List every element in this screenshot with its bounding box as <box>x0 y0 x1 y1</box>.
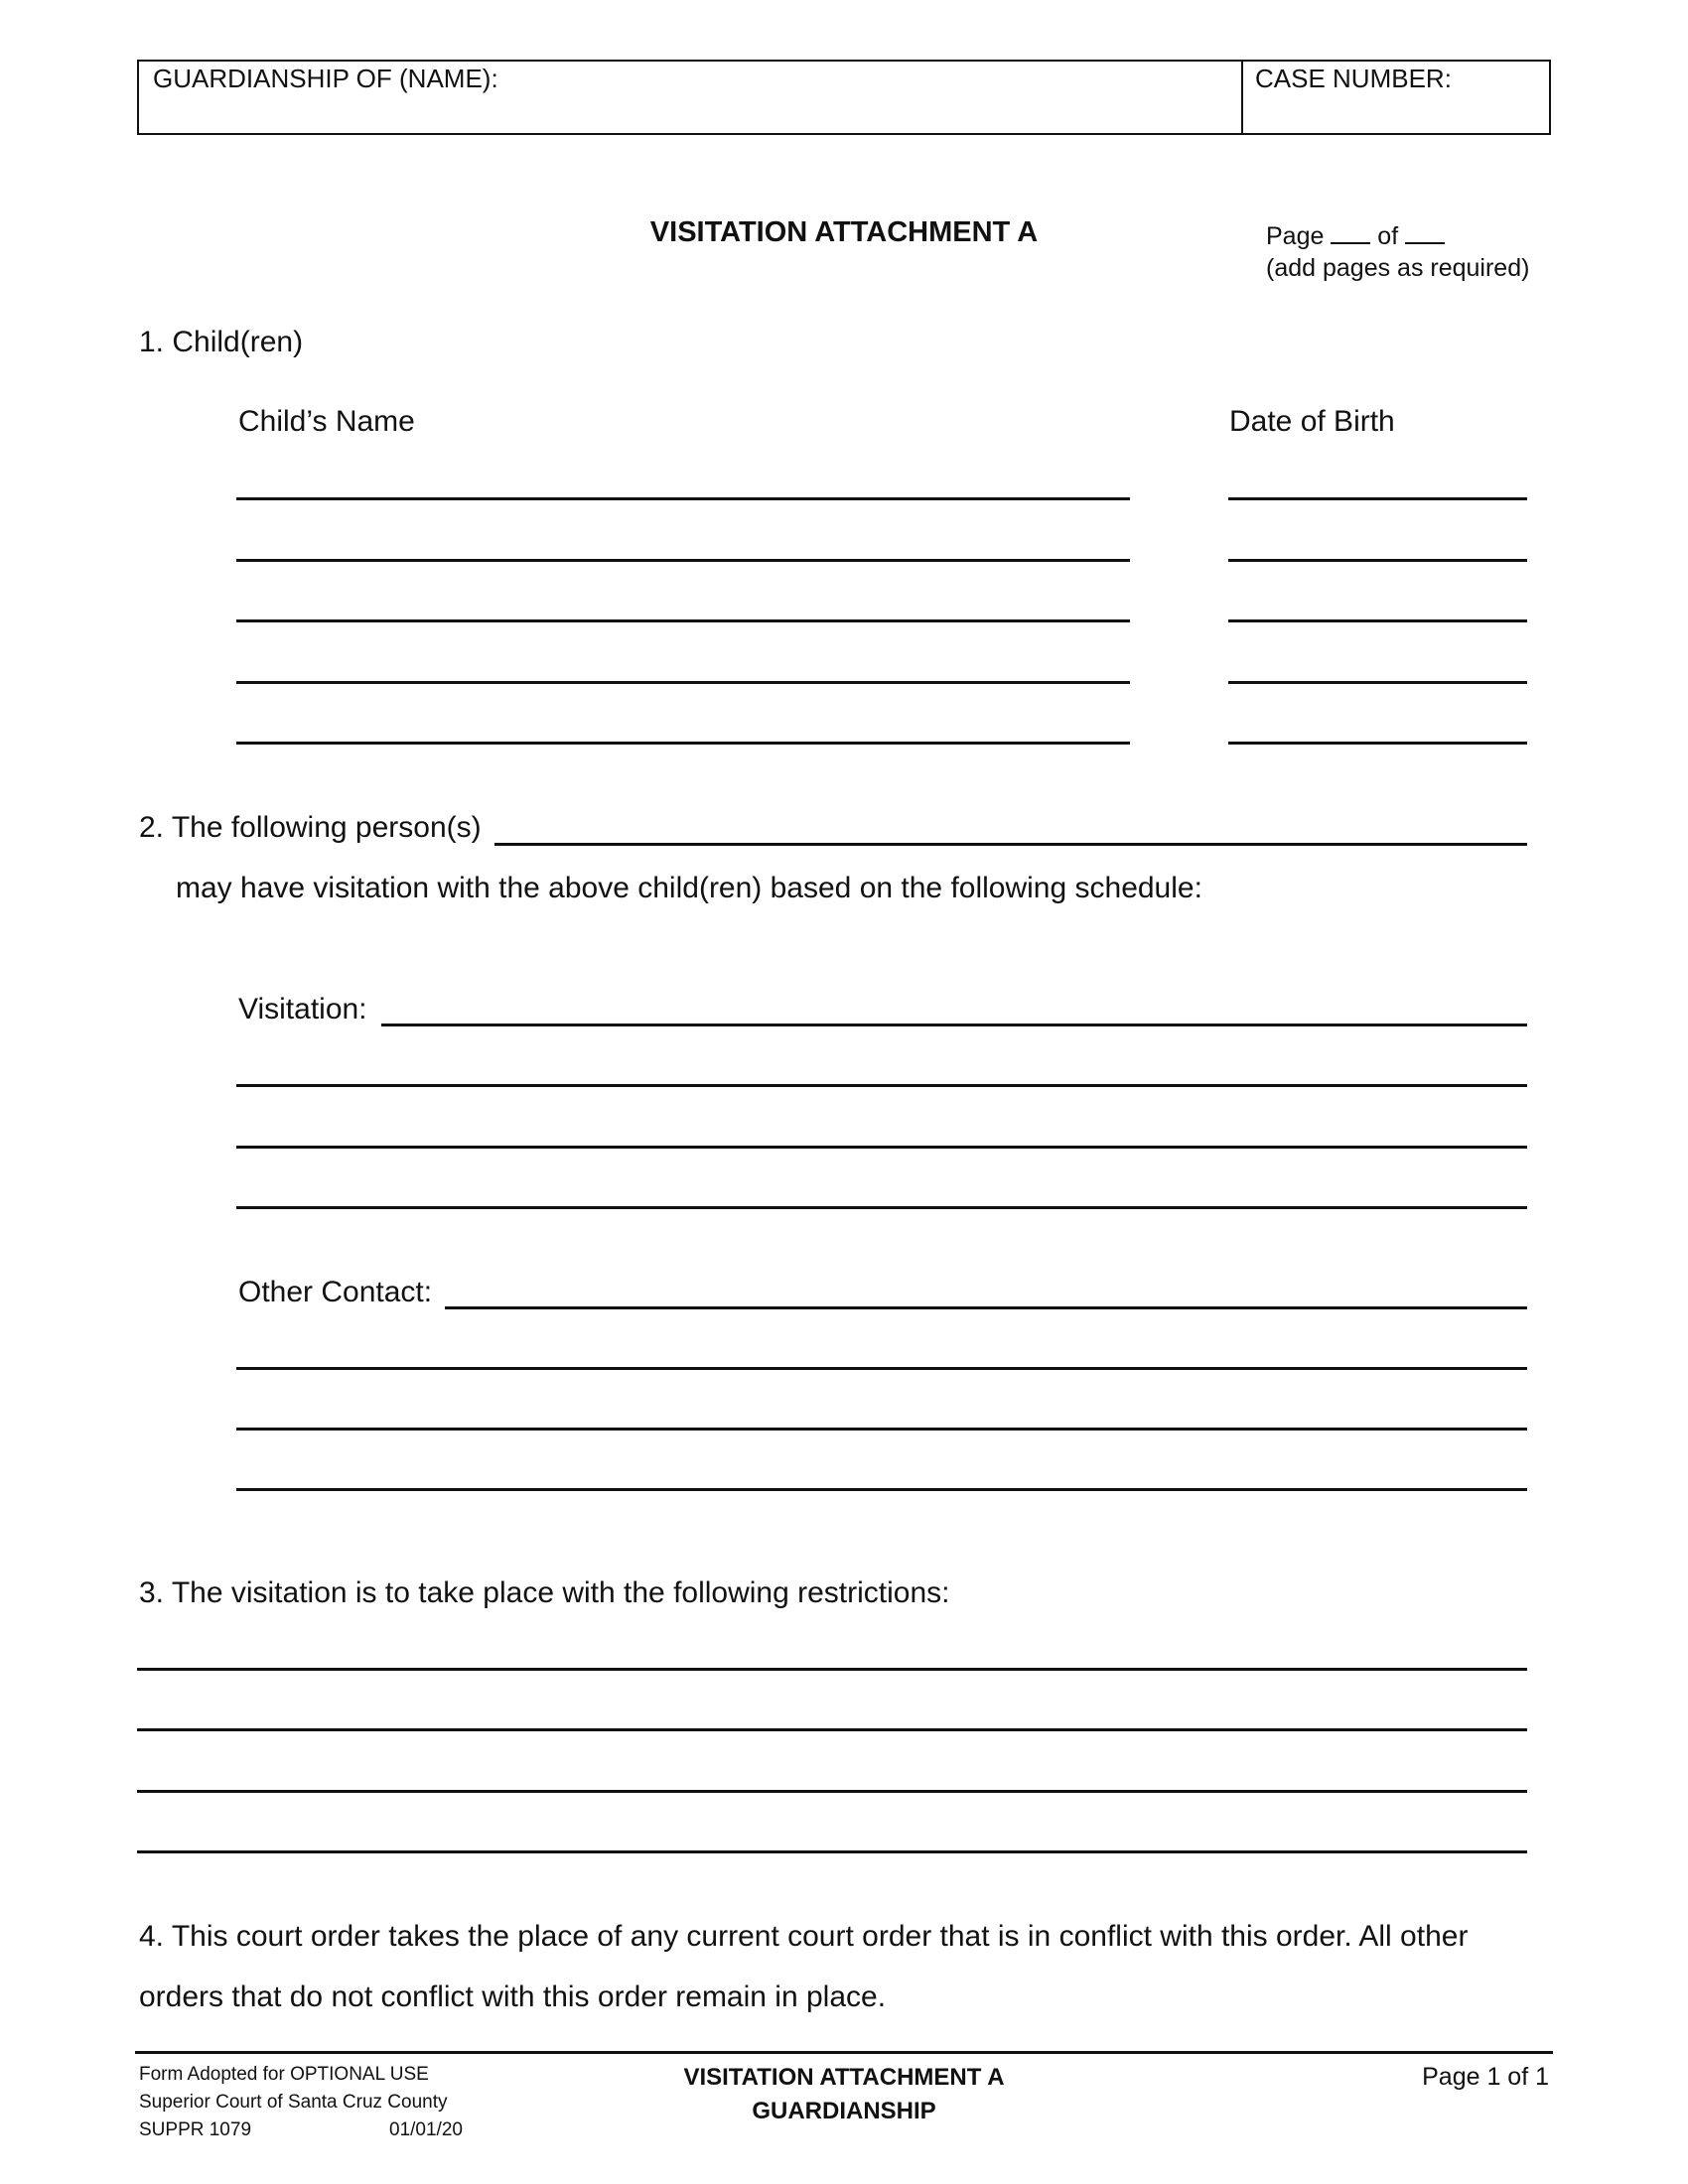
form-title: VISITATION ATTACHMENT A <box>649 216 1039 248</box>
other-contact-line-4[interactable] <box>236 1488 1527 1491</box>
child-name-line-1[interactable] <box>236 497 1130 500</box>
page-total-blank[interactable] <box>1405 220 1445 244</box>
visitation-line-3[interactable] <box>236 1146 1527 1149</box>
footer-title-line1: VISITATION ATTACHMENT A <box>683 2064 1005 2091</box>
section4-line1: 4. This court order takes the place of any current court order that is in conflict with this order. All other <box>139 1920 1469 1953</box>
page-indicator <box>1266 220 1445 251</box>
restrictions-line-4[interactable] <box>137 1850 1527 1853</box>
restrictions-line-3[interactable] <box>137 1790 1527 1793</box>
persons-line[interactable] <box>494 843 1527 846</box>
page-note: (add pages as required) <box>1266 254 1530 282</box>
footer-rule <box>135 2051 1553 2054</box>
child-name-line-2[interactable] <box>236 559 1130 562</box>
other-contact-line-2[interactable] <box>236 1367 1527 1370</box>
section2-line2: may have visitation with the above child(ren) based on the following schedule: <box>176 872 1202 904</box>
of-label: of <box>1377 222 1399 250</box>
child-name-line-5[interactable] <box>236 742 1130 745</box>
dob-line-3[interactable] <box>1228 619 1527 622</box>
caption-divider <box>1241 60 1243 135</box>
footer-date: 01/01/20 <box>389 2119 463 2140</box>
child-name-line-4[interactable] <box>236 681 1130 684</box>
dob-line-5[interactable] <box>1228 742 1527 745</box>
section3-heading: 3. The visitation is to take place with the following restrictions: <box>139 1576 950 1609</box>
visitation-line-1[interactable] <box>381 1024 1527 1026</box>
page-number-blank[interactable] <box>1331 220 1370 244</box>
child-name-line-3[interactable] <box>236 619 1130 622</box>
guardianship-name-label: GUARDIANSHIP OF (NAME): <box>153 64 498 93</box>
restrictions-line-2[interactable] <box>137 1728 1527 1731</box>
section4-line2: orders that do not conflict with this order remain in place. <box>139 1980 887 2013</box>
dob-line-2[interactable] <box>1228 559 1527 562</box>
footer-adopted: Form Adopted for OPTIONAL USE <box>139 2064 429 2085</box>
footer-court: Superior Court of Santa Cruz County <box>139 2092 448 2113</box>
case-number-label: CASE NUMBER: <box>1255 64 1452 93</box>
section2-line1: 2. The following person(s) <box>139 811 482 844</box>
other-contact-label: Other Contact: <box>238 1276 433 1308</box>
dob-column-label: Date of Birth <box>1229 405 1395 438</box>
restrictions-line-1[interactable] <box>137 1668 1527 1671</box>
child-name-column-label: Child’s Name <box>238 405 415 438</box>
other-contact-line-3[interactable] <box>236 1428 1527 1431</box>
other-contact-line-1[interactable] <box>445 1306 1527 1309</box>
visitation-line-4[interactable] <box>236 1206 1527 1209</box>
visitation-line-2[interactable] <box>236 1084 1527 1087</box>
footer-title <box>576 2061 1112 2128</box>
section1-heading: 1. Child(ren) <box>139 326 304 358</box>
dob-line-4[interactable] <box>1228 681 1527 684</box>
footer-page: Page 1 of 1 <box>1422 2063 1549 2091</box>
dob-line-1[interactable] <box>1228 497 1527 500</box>
visitation-label: Visitation: <box>238 993 367 1025</box>
footer-form-number: SUPPR 1079 <box>139 2119 252 2140</box>
page-label: Page <box>1266 222 1325 250</box>
footer-title-line2: GUARDIANSHIP <box>752 2098 936 2124</box>
